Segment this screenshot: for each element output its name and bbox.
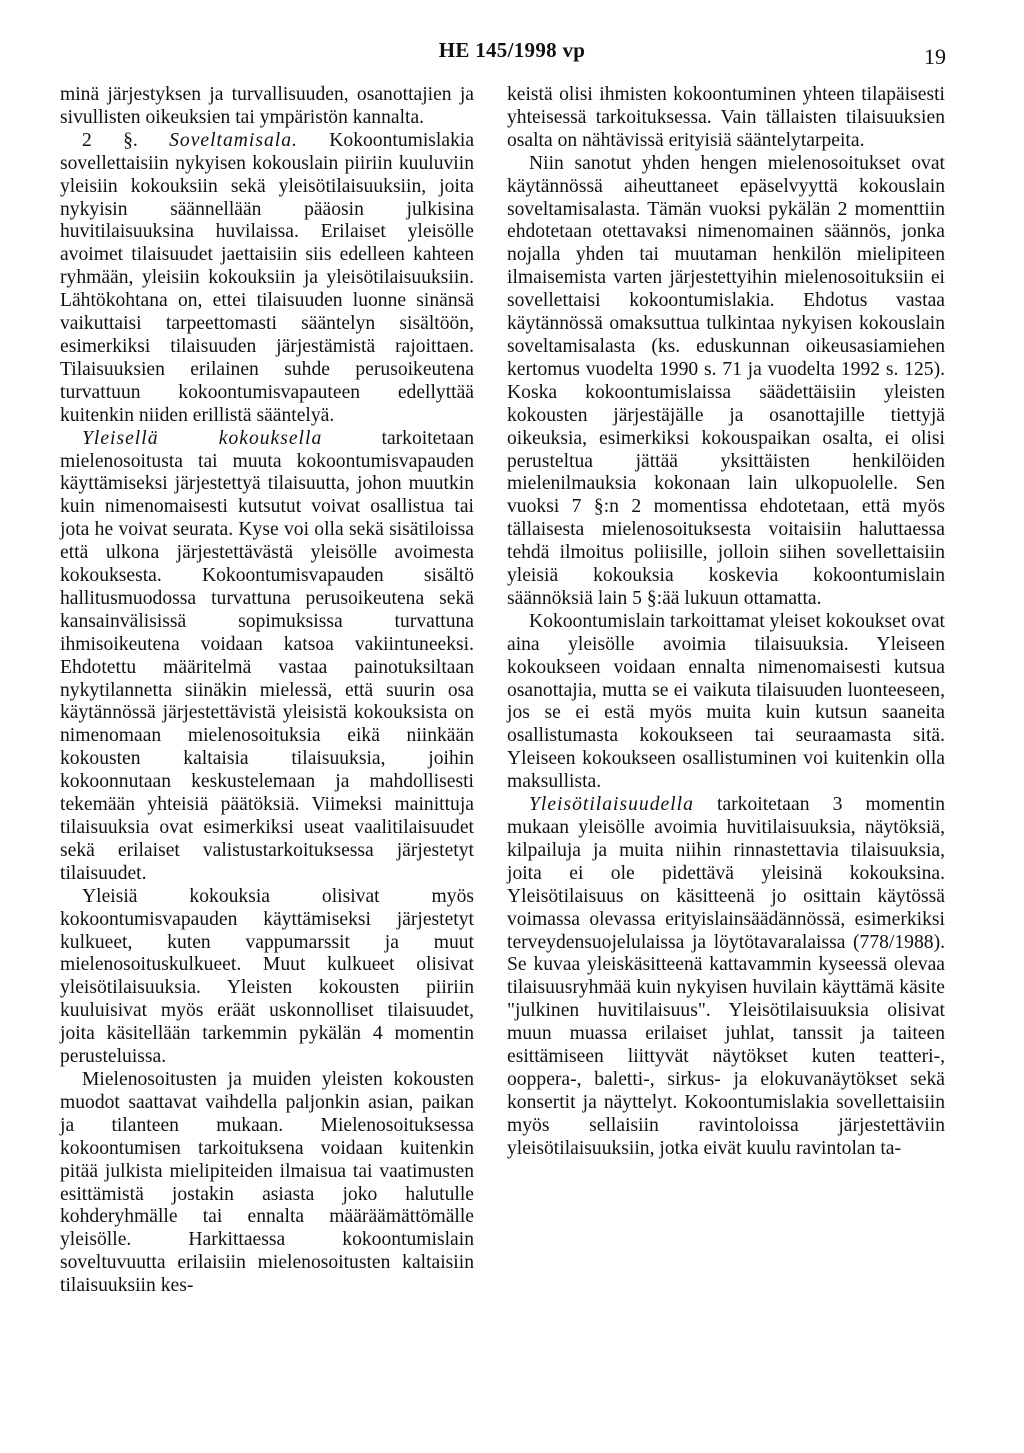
paragraph: Mielenosoitusten ja muiden yleisten kokousten muodot saattavat vaihdella paljonkin asian, paikan ja tilanteen mukaan. Mielenosoituksessa kokoontumisen tarkoituksena voidaan kuitenkin pitää julkista mielipiteiden ilmaisua tai vaatimusten esittämistä jostakin asiasta joko halutulle kohderyhmälle tai ennalta määräämättömälle yleisölle. Harkittaessa kokoontumislain soveltuvuutta erilaisiin mielenosoitusten kaltaisiin tilaisuuksiin kes- — [60, 1068, 474, 1297]
section-paragraph — [60, 130, 474, 428]
paragraph: keistä olisi ihmisten kokoontuminen yhteen tilapäisesti yhteisessä tarkoituksessa. Vain tällaisten tilaisuuksien osalta on nähtävissä erityisiä sääntelytarpeita. — [507, 84, 945, 151]
paragraph: Niin sanotut yhden hengen mielenosoitukset ovat käytännössä aiheuttaneet epäselvyyttä kokouslain soveltamisalasta. Tämän vuoksi pykälän 2 momenttiin ehdotetaan otettavaksi nimenomainen säännös, jonka nojalla yhden tai muutaman henkilön mielipiteen ilmaisemista varten järjestettyihin mielenosoituksiin ei sovellettaisi kokoontumislakia. Ehdotus vastaa käytännössä omaksuttua tulkintaa nykyisen kokouslain soveltamisalasta (ks. eduskunnan oikeusasiamiehen kertomus vuodelta 1990 s. 71 ja vuodelta 1992 s. 125). Koska kokoontumislaissa säädettäisiin yleisten kokousten järjestäjälle ja osanottajille tiettyjä oikeuksia, esimerkiksi kokouspaikan osalta, ei olisi perusteltua jättää yksittäisten henkilöiden mielenilmauksia kokonaan lain ulkopuolelle. Sen vuoksi 7 §:n 2 momentissa ehdotetaan, että myös tällaisesta mielenosoituksesta voitaisiin haluttaessa tehdä ilmoitus poliisille, jolloin siihen sovellettaisiin yleisiä kokouksia koskevia kokoontumislain säännöksiä lain 5 §:ää lukuun ottamatta. — [507, 152, 945, 609]
paragraph: Kokoontumislain tarkoittamat yleiset kokoukset ovat aina yleisölle avoimia tilaisuuksia. Yleiseen kokoukseen voidaan ennalta nimenomaisesti kutsua osanottajia, mutta se ei vaikuta tilaisuuden luonteeseen, jos se ei estä myös muita kuin kutsun saaneita osallistumasta kokoukseen tai seuraamasta sitä. Yleiseen kokoukseen osallistuminen voi kuitenkin olla maksullista. — [507, 610, 945, 793]
defined-term: Yleisellä kokouksella — [82, 427, 323, 449]
defined-term: Yleisötilaisuudella — [529, 794, 694, 816]
paragraph: Yleisiä kokouksia olisivat myös kokoontumisvapauden käyttämiseksi järjestetyt kulkueet, kuten vappumarssit ja muut mielenosoituskulkueet. Muut kulkueet olisivat yleisötilaisuuksia. Yleisten kokousten piiriin kuuluisivat myös eräät uskonnolliset tilaisuudet, joita käsitellään tarkemmin pykälän 4 momentin perusteluissa. — [60, 885, 474, 1068]
right-column — [507, 84, 945, 1161]
document-header-title: HE 145/1998 vp — [438, 38, 586, 62]
section-title: Soveltamisala. — [169, 129, 298, 151]
paragraph — [507, 794, 945, 1161]
left-column — [60, 84, 474, 1298]
paragraph — [60, 428, 474, 886]
section-body: Kokoontumislakia sovellettaisiin nykyisen kokouslain piiriin kuuluviin yleisiin kokouksiin sekä yleisötilaisuuksiin, joita nykyisin säännellään pääosin julkisina huvitilaisuuksina huvilaissa. Erilaiset yleisölle avoimet tilaisuudet jaettaisiin siis edelleen kahteen ryhmään, yleisiin kokouksiin ja yleisötilaisuuksiin. Lähtökohtana on, ettei tilaisuuden luonne sinänsä vaikuttaisi tarpeettomasti sääntelyn sisältöön, esimerkiksi tilaisuuden järjestämistä rajoittaen. Tilaisuuksien erilainen suhde perusoikeutena turvattuun kokoontumisvapauteen edellyttää kuitenkin niiden erillistä sääntelyä. — [60, 129, 475, 426]
paragraph-body: tarkoitetaan 3 momentin mukaan yleisölle avoimia huvitilaisuuksia, näytöksiä, kilpailuja ja muita niihin rinnastettavia tilaisuuksia, joita ei ole pidettävä yleisinä kokouksina. Yleisötilaisuus on käsitteenä jo osittain käytössä voimassa olevassa erityislainsäädännössä, esimerkiksi terveydensuojelulaissa ja löytötavaralaissa (778/1988). Se kuvaa yleiskäsitteenä kattavammin kyseessä olevaa tilaisuusryhmää kuin nykyisen huvilain käyttämä käsite "julkinen huvitilaisuus". Yleisötilaisuuksia olisivat muun muassa erilaiset juhlat, tanssit ja taiteen esittämiseen liittyvät näytökset kuten teatteri-, ooppera-, baletti-, sirkus- ja elokuvanäytökset sekä konsertit ja näyttelyt. Kokoontumislakia sovellettaisiin myös sellaisiin ravintoloissa järjestettäviin yleisötilaisuuksiin, jotka eivät kuulu ravintolan ta- — [507, 794, 946, 1159]
page-number: 19 — [924, 44, 946, 69]
paragraph: minä järjestyksen ja turvallisuuden, osanottajien ja sivullisten oikeuksien tai ympäristön kannalta. — [60, 84, 474, 128]
section-number: 2 §. — [82, 129, 138, 151]
paragraph-body: tarkoitetaan mielenosoitusta tai muuta kokoontumisvapauden käyttämiseksi järjestettyä tilaisuutta, johon muutkin kuin nimenomaisesti kutsutut voivat osallistua tai jota he voivat seurata. Kyse voi olla sekä sisätiloissa että ulkona järjestettävästä yleisölle avoimesta kokouksesta. Kokoontumisvapauden sisältö hallitusmuodossa turvattuna perusoikeutena sekä kansainvälisissä sopimuksissa turvattuna ihmisoikeutena voidaan katsoa vakiintuneeksi. Ehdotettu määritelmä vastaa painotuksiltaan nykytilannetta siinäkin mielessä, että suurin osa käytännössä järjestettävistä yleisistä kokouksista on nimenomaan mielenosoituksia eikä niinkään kokousten kaltaisia tilaisuuksia, joihin kokoonnutaan keskustelemaan ja mahdollisesti tekemään yhteisiä päätöksiä. Viimeksi mainittuja tilaisuuksia ovat esimerkiksi useat vaalitilaisuudet sekä erilaiset valistustarkoituksessa järjestetyt tilaisuudet. — [60, 427, 474, 884]
